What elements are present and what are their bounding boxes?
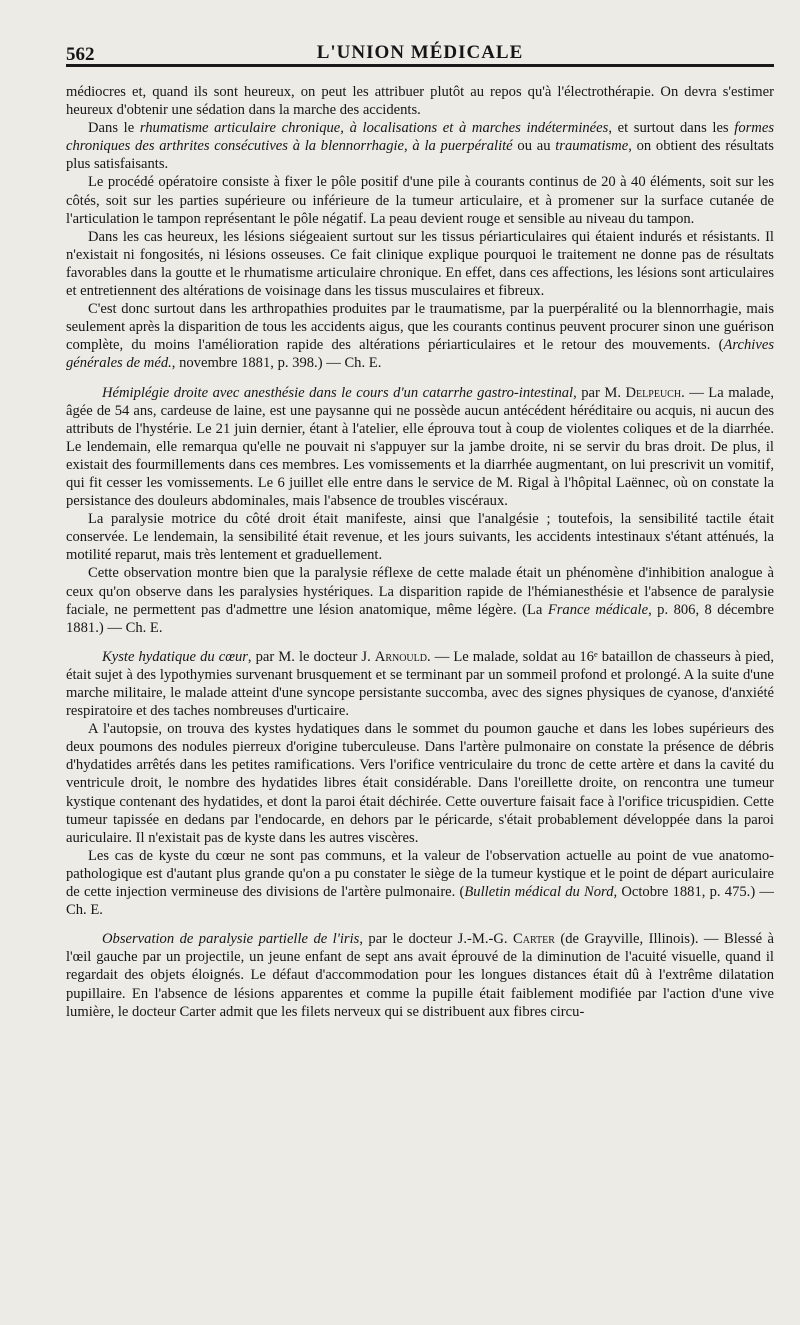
paragraph: médiocres et, quand ils sont heureux, on peut les attribuer plutôt au repos qu'à l'électrothérapie. On devra s'estimer heureux d'obtenir une sédation dans la marche des accidents.	[66, 84, 774, 119]
page-body	[66, 83, 774, 1021]
paragraph: La paralysie motrice du côté droit était manifeste, ainsi que l'analgésie ; toutefois, la sensibilité tactile était conservée. Le lendemain, la sensibilité était revenue, et les jours suivants, les accidents intestinaux s'étant atténués, la motilité reparut, mais très lentement et graduellement.	[66, 511, 774, 564]
text-run: Les cas de kyste du cœur ne sont pas communs, et la valeur de l'observation actuelle au point de vue anatomo-pathologique est d'autant plus grande qu'on a pu constater le siège de la tumeur kystique et le point de départ auriculaire de cette injection vermineuse des divisions de l'artère pulmonaire. (	[66, 847, 774, 901]
article-paragraph	[66, 930, 774, 1020]
italic-text: formes chroniques des arthrites consécutives à la blennorrhagie, à la puerpéralité	[66, 120, 774, 155]
source-citation: Archives générales de méd.	[66, 337, 774, 372]
page-header	[66, 34, 774, 67]
text-run: , p. 806, 8 décembre 1881.) — Ch. E.	[66, 601, 774, 636]
text-run: Cette observation montre bien que la paralysie réflexe de cette malade était un phénomène d'inhibition analogue à ceux qu'on observe dans les paralysies hystériques. La disparition rapide de l'hémianesthésie et l'absence de paralysie faciale, ne permettent pas d'admettre une lésion anatomique, même légère. (La	[66, 565, 774, 618]
italic-text: traumatisme	[555, 138, 629, 155]
text-run: . — La malade, âgée de 54 ans, cardeuse de laine, est une paysanne qui ne possède aucun antécédent héréditaire ou acquis, ni aucun des attributs de l'hystérie. Le 21 juin dernier, étant à l'atelier, elle éprouva tout à coup de violentes coliques et de la diarrhée. Le lendemain, elle remarqua qu'elle ne pouvait ni s'appuyer sur la jambe droite, ni se servir du bras droit. De plus, il existait des fourmillements dans ces membres. Les vomissements et la diarrhée augmentant, on lui prescrivit un vomitif, qui fit cesser les vomissements. Le 6 juillet elle entre dans le service de M. Rigal à l'hôpital Laënnec, où on constate la persistance des douleurs abdominales, mais l'absence de troubles viscéraux.	[66, 384, 774, 510]
paragraph: Dans les cas heureux, les lésions siégeaient surtout sur les tissus périarticulaires qui étaient indurés et résistants. Il n'existait ni fongosités, ni lésions osseuses. Ce fait clinique explique pourquoi le traitement ne donne pas de résultats favorables dans la goutte et le rhumatisme articulaire chronique. En effet, dans ces affections, les lésions sont articulaires et entretiennent des altérations de voisinage dans les tissus musculaires et fibreux.	[66, 228, 774, 300]
paragraph: A l'autopsie, on trouva des kystes hydatiques dans le sommet du poumon gauche et dans les lobes supérieurs des deux poumons des nodules pierreux d'origine tuberculeuse. Dans l'artère pulmonaire on constate la présence de débris d'hydatides arrêtés dans les petites ramifications. Vers l'orifice ventriculaire du tronc de cette artère et dans la cavité du ventricule droit, le nombre des hydatides libres était considérable. Dans l'oreillette droite, on rencontra une tumeur kystique contenant des hydatides, et dont la paroi était déchirée. Cette ouverture faisait face à l'orifice tricuspidien. Cette tumeur tapissée en dedans par l'endocarde, en dehors par le péricarde, s'était probablement développée dans la paroi auriculaire. Il n'existait pas de kyste dans les autres viscères.	[66, 721, 774, 846]
paragraph: Le procédé opératoire consiste à fixer le pôle positif d'une pile à courants continus de 20 à 40 éléments, soit sur les côtés, soit sur les parties supérieure ou inférieure de la tumeur articulaire, et à promener sur la surface cutanée de l'articulation le tampon représentant le pôle négatif. La peau devient rouge et sensible au niveau du tampon.	[66, 174, 774, 227]
paragraph	[66, 847, 774, 919]
text-run: C'est donc surtout dans les arthropathies produites par le traumatisme, par la puerpéralité ou la blennorrhagie, mais seulement après la disparition de tous les accidents aigus, que les courants continus peuvent procurer sinon une guérison complète, du moins l'amélioration rapide des altérations périarticulaires et le retour des mouvements. (	[66, 301, 774, 354]
article-author: Arnould	[374, 648, 427, 665]
text-run: , par le docteur J.-M.-G.	[359, 931, 513, 948]
article-author: Carter	[512, 931, 555, 948]
page-number: 562	[66, 44, 95, 65]
italic-text: rhumatisme articulaire chronique, à localisations et à marches indéterminées	[139, 120, 609, 137]
article-title: Kyste hydatique du cœur	[102, 648, 248, 665]
text-run: , Octobre 1881, p. 475.) — Ch. E.	[66, 884, 774, 919]
text-run: , novembre 1881, p. 398.) — Ch. E.	[171, 355, 382, 372]
text-run: , on obtient des résultats plus satisfaisants.	[66, 138, 774, 173]
text-run: , et surtout dans les	[608, 120, 735, 137]
paragraph	[66, 300, 774, 372]
article-paragraph	[66, 384, 774, 511]
text-run: , par M.	[573, 384, 626, 401]
article-author: Delpeuch	[625, 384, 682, 401]
text-run: (de Grayville, Illinois). — Blessé à l'œil gauche par un projectile, un jeune enfant de sept ans avait éprouvé de la diminution de l'acuité visuelle, quand il regardait des objets éloignés. Le défaut d'accommodation pour les longues distances était dû à l'extrême dilatation pupillaire. En l'absence de lésions apparentes et comme la pupille était faiblement modifiée par l'action d'une vive lumière, le docteur Carter admit que les filets nerveux qui se distribuent aux fibres circu-	[66, 931, 774, 1020]
article-title: Observation de paralysie partielle de l'iris	[102, 931, 360, 948]
text-run: ou au	[512, 138, 556, 155]
running-title: L'UNION MÉDICALE	[316, 42, 524, 63]
text-run: . — Le malade, soldat au 16ᵉ bataillon de chasseurs à pied, était sujet à des lypothymies survenant brusquement et se terminant par un sommeil profond et prolongé. A la suite d'une marche militaire, le malade atteint d'une syncope persistante succomba, avec des signes physiques de cyanose, d'anxiété respiratoire et des taches nombreuses d'urticaire.	[66, 648, 774, 720]
source-citation: France médicale	[547, 601, 649, 618]
text-run: Dans le	[88, 120, 140, 137]
article-title: Hémiplégie droite avec anesthésie dans le cours d'un catarrhe gastro-intestinal	[102, 384, 574, 401]
paragraph	[66, 564, 774, 636]
source-citation: Bulletin médical du Nord	[464, 884, 614, 901]
paragraph	[66, 119, 774, 173]
article-paragraph	[66, 648, 774, 720]
text-run: , par M. le docteur J.	[247, 648, 375, 665]
